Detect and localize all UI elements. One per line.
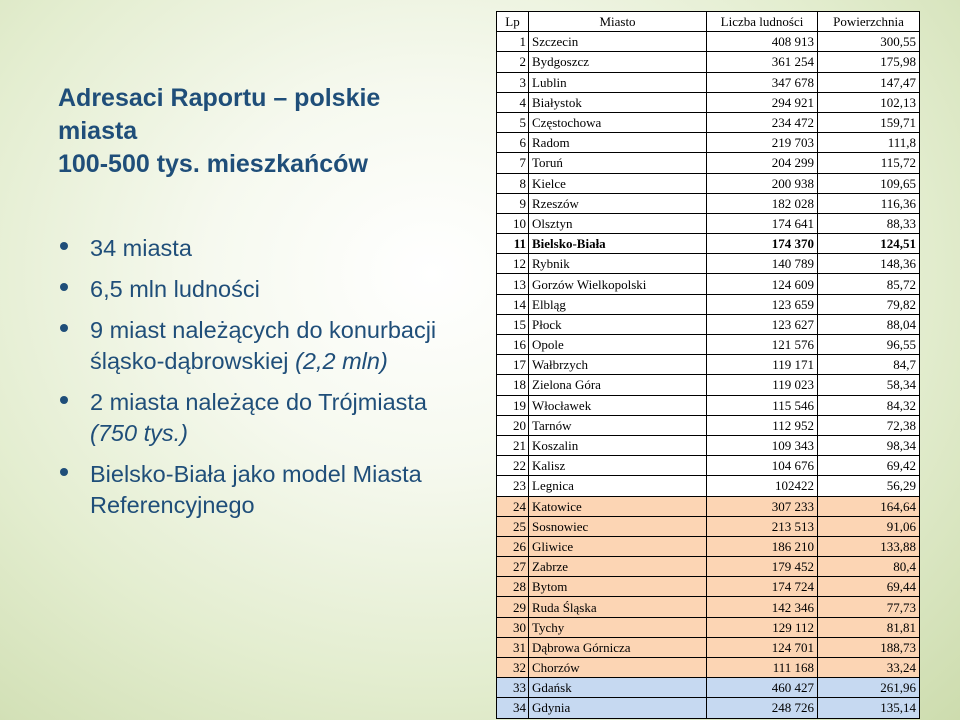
cell-city: Kalisz <box>529 456 707 476</box>
cell-area: 115,72 <box>818 153 920 173</box>
table-row <box>497 516 920 536</box>
table-row <box>497 415 920 435</box>
cell-city: Gliwice <box>529 536 707 556</box>
cell-lp: 28 <box>497 577 529 597</box>
cell-population: 174 641 <box>707 213 818 233</box>
cell-area: 109,65 <box>818 173 920 193</box>
table-row <box>497 335 920 355</box>
cell-lp: 26 <box>497 536 529 556</box>
bullet-item <box>58 387 458 449</box>
cell-lp: 2 <box>497 52 529 72</box>
cell-lp: 31 <box>497 637 529 657</box>
slide-title-line-1: Adresaci Raportu – polskie miasta <box>58 84 381 145</box>
table-row <box>497 435 920 455</box>
cell-lp: 17 <box>497 355 529 375</box>
cell-city: Szczecin <box>529 32 707 52</box>
cell-population: 142 346 <box>707 597 818 617</box>
bullet-text: 9 miast należących do konurbacji śląsko-dąbrowskiej <box>90 317 437 374</box>
cell-city: Kielce <box>529 173 707 193</box>
cell-population: 174 724 <box>707 577 818 597</box>
cell-lp: 16 <box>497 335 529 355</box>
cell-lp: 33 <box>497 678 529 698</box>
cell-area: 188,73 <box>818 637 920 657</box>
cell-population: 119 023 <box>707 375 818 395</box>
cell-area: 148,36 <box>818 254 920 274</box>
cell-lp: 18 <box>497 375 529 395</box>
cell-lp: 22 <box>497 456 529 476</box>
cell-lp: 32 <box>497 658 529 678</box>
header-area: Powierzchnia <box>818 12 920 32</box>
table-row <box>497 294 920 314</box>
cell-area: 88,04 <box>818 314 920 334</box>
cell-city: Katowice <box>529 496 707 516</box>
cell-area: 124,51 <box>818 234 920 254</box>
bullet-text: Bielsko-Biała jako model Miasta Referencyjnego <box>90 461 422 518</box>
cell-area: 81,81 <box>818 617 920 637</box>
cell-population: 111 168 <box>707 658 818 678</box>
cell-lp: 14 <box>497 294 529 314</box>
cell-lp: 29 <box>497 597 529 617</box>
table-header-row <box>497 12 920 32</box>
cell-lp: 10 <box>497 213 529 233</box>
cell-city: Bytom <box>529 577 707 597</box>
cell-area: 56,29 <box>818 476 920 496</box>
cell-population: 174 370 <box>707 234 818 254</box>
table-row <box>497 375 920 395</box>
cell-area: 69,44 <box>818 577 920 597</box>
cell-lp: 6 <box>497 133 529 153</box>
cell-area: 88,33 <box>818 213 920 233</box>
bullet-dot-icon <box>60 468 68 476</box>
cell-city: Tarnów <box>529 415 707 435</box>
table-row <box>497 213 920 233</box>
cell-lp: 21 <box>497 435 529 455</box>
cell-city: Tychy <box>529 617 707 637</box>
cell-population: 121 576 <box>707 335 818 355</box>
cell-area: 133,88 <box>818 536 920 556</box>
table-row <box>497 254 920 274</box>
cell-area: 98,34 <box>818 435 920 455</box>
cell-population: 140 789 <box>707 254 818 274</box>
cell-city: Dąbrowa Górnicza <box>529 637 707 657</box>
cell-population: 104 676 <box>707 456 818 476</box>
table-row <box>497 456 920 476</box>
cell-population: 460 427 <box>707 678 818 698</box>
table-row <box>497 92 920 112</box>
cell-population: 112 952 <box>707 415 818 435</box>
bullet-item <box>58 315 458 377</box>
cell-area: 80,4 <box>818 557 920 577</box>
table-row <box>497 577 920 597</box>
cell-lp: 23 <box>497 476 529 496</box>
cell-population: 186 210 <box>707 536 818 556</box>
cell-population: 179 452 <box>707 557 818 577</box>
table-row <box>497 234 920 254</box>
bullet-note: (2,2 mln) <box>295 348 388 374</box>
bullet-note: (750 tys.) <box>90 420 188 446</box>
cell-population: 124 609 <box>707 274 818 294</box>
cell-city: Elbląg <box>529 294 707 314</box>
cell-city: Rybnik <box>529 254 707 274</box>
cell-lp: 30 <box>497 617 529 637</box>
cell-area: 116,36 <box>818 193 920 213</box>
cell-area: 111,8 <box>818 133 920 153</box>
table-row <box>497 597 920 617</box>
header-lp: Lp <box>497 12 529 32</box>
cell-area: 58,34 <box>818 375 920 395</box>
cell-population: 123 627 <box>707 314 818 334</box>
cell-population: 408 913 <box>707 32 818 52</box>
cell-area: 69,42 <box>818 456 920 476</box>
bullet-dot-icon <box>60 283 68 291</box>
table-row <box>497 496 920 516</box>
cell-lp: 34 <box>497 698 529 718</box>
cell-city: Gdańsk <box>529 678 707 698</box>
cell-city: Wałbrzych <box>529 355 707 375</box>
cell-area: 159,71 <box>818 112 920 132</box>
cell-lp: 24 <box>497 496 529 516</box>
table-row <box>497 476 920 496</box>
cell-city: Sosnowiec <box>529 516 707 536</box>
cell-area: 84,32 <box>818 395 920 415</box>
cell-population: 234 472 <box>707 112 818 132</box>
table-row <box>497 658 920 678</box>
cell-city: Zabrze <box>529 557 707 577</box>
table-row <box>497 678 920 698</box>
cell-area: 300,55 <box>818 32 920 52</box>
cell-city: Ruda Śląska <box>529 597 707 617</box>
cell-area: 261,96 <box>818 678 920 698</box>
slide-title-line-2: 100-500 tys. mieszkańców <box>58 150 368 178</box>
slide-title <box>58 82 458 181</box>
cell-population: 109 343 <box>707 435 818 455</box>
cell-city: Lublin <box>529 72 707 92</box>
header-city: Miasto <box>529 12 707 32</box>
cell-area: 102,13 <box>818 92 920 112</box>
cell-city: Bielsko-Biała <box>529 234 707 254</box>
cell-lp: 5 <box>497 112 529 132</box>
cell-area: 147,47 <box>818 72 920 92</box>
cell-population: 213 513 <box>707 516 818 536</box>
table-row <box>497 637 920 657</box>
table-row <box>497 72 920 92</box>
cell-area: 135,14 <box>818 698 920 718</box>
table-row <box>497 173 920 193</box>
cell-city: Płock <box>529 314 707 334</box>
bullet-list <box>58 233 458 521</box>
cell-city: Zielona Góra <box>529 375 707 395</box>
cell-city: Rzeszów <box>529 193 707 213</box>
bullet-dot-icon <box>60 324 68 332</box>
cell-population: 248 726 <box>707 698 818 718</box>
header-population: Liczba ludności <box>707 12 818 32</box>
cell-population: 204 299 <box>707 153 818 173</box>
bullet-text: 6,5 mln ludności <box>90 276 260 302</box>
table-row <box>497 153 920 173</box>
table-row <box>497 32 920 52</box>
table-row <box>497 395 920 415</box>
cell-population: 182 028 <box>707 193 818 213</box>
cell-area: 79,82 <box>818 294 920 314</box>
cell-lp: 8 <box>497 173 529 193</box>
table-row <box>497 193 920 213</box>
cell-area: 85,72 <box>818 274 920 294</box>
cell-population: 307 233 <box>707 496 818 516</box>
bullet-dot-icon <box>60 242 68 250</box>
bullet-dot-icon <box>60 396 68 404</box>
cell-lp: 1 <box>497 32 529 52</box>
cell-lp: 12 <box>497 254 529 274</box>
table-row <box>497 557 920 577</box>
cell-area: 77,73 <box>818 597 920 617</box>
cities-table <box>496 11 920 719</box>
cell-city: Włocławek <box>529 395 707 415</box>
cell-lp: 3 <box>497 72 529 92</box>
cell-population: 361 254 <box>707 52 818 72</box>
cell-population: 102422 <box>707 476 818 496</box>
cell-population: 200 938 <box>707 173 818 193</box>
cell-city: Toruń <box>529 153 707 173</box>
cell-area: 96,55 <box>818 335 920 355</box>
table-row <box>497 314 920 334</box>
cell-population: 294 921 <box>707 92 818 112</box>
cell-lp: 13 <box>497 274 529 294</box>
cell-lp: 9 <box>497 193 529 213</box>
table-row <box>497 355 920 375</box>
cell-population: 115 546 <box>707 395 818 415</box>
cell-area: 175,98 <box>818 52 920 72</box>
cell-city: Bydgoszcz <box>529 52 707 72</box>
table-row <box>497 617 920 637</box>
bullet-item <box>58 274 458 305</box>
cell-area: 33,24 <box>818 658 920 678</box>
cell-population: 119 171 <box>707 355 818 375</box>
table-row <box>497 112 920 132</box>
cell-area: 164,64 <box>818 496 920 516</box>
bullet-text: 2 miasta należące do Trójmiasta <box>90 389 427 415</box>
bullet-item <box>58 233 458 264</box>
cell-city: Chorzów <box>529 658 707 678</box>
cell-city: Olsztyn <box>529 213 707 233</box>
cell-city: Radom <box>529 133 707 153</box>
cell-population: 124 701 <box>707 637 818 657</box>
cell-lp: 19 <box>497 395 529 415</box>
cell-city: Gdynia <box>529 698 707 718</box>
cell-population: 219 703 <box>707 133 818 153</box>
cell-city: Częstochowa <box>529 112 707 132</box>
cell-lp: 7 <box>497 153 529 173</box>
slide-text-panel <box>58 82 458 531</box>
cell-population: 129 112 <box>707 617 818 637</box>
cell-population: 347 678 <box>707 72 818 92</box>
cell-city: Opole <box>529 335 707 355</box>
bullet-item <box>58 459 458 521</box>
cell-city: Koszalin <box>529 435 707 455</box>
cell-area: 72,38 <box>818 415 920 435</box>
table-row <box>497 133 920 153</box>
cell-lp: 25 <box>497 516 529 536</box>
cell-lp: 27 <box>497 557 529 577</box>
cell-city: Gorzów Wielkopolski <box>529 274 707 294</box>
cell-area: 91,06 <box>818 516 920 536</box>
bullet-text: 34 miasta <box>90 235 192 261</box>
cell-lp: 20 <box>497 415 529 435</box>
table-row <box>497 698 920 718</box>
cell-city: Białystok <box>529 92 707 112</box>
table-row <box>497 274 920 294</box>
cell-lp: 4 <box>497 92 529 112</box>
table-row <box>497 536 920 556</box>
cell-city: Legnica <box>529 476 707 496</box>
table-row <box>497 52 920 72</box>
cell-area: 84,7 <box>818 355 920 375</box>
cell-population: 123 659 <box>707 294 818 314</box>
cell-lp: 11 <box>497 234 529 254</box>
cell-lp: 15 <box>497 314 529 334</box>
